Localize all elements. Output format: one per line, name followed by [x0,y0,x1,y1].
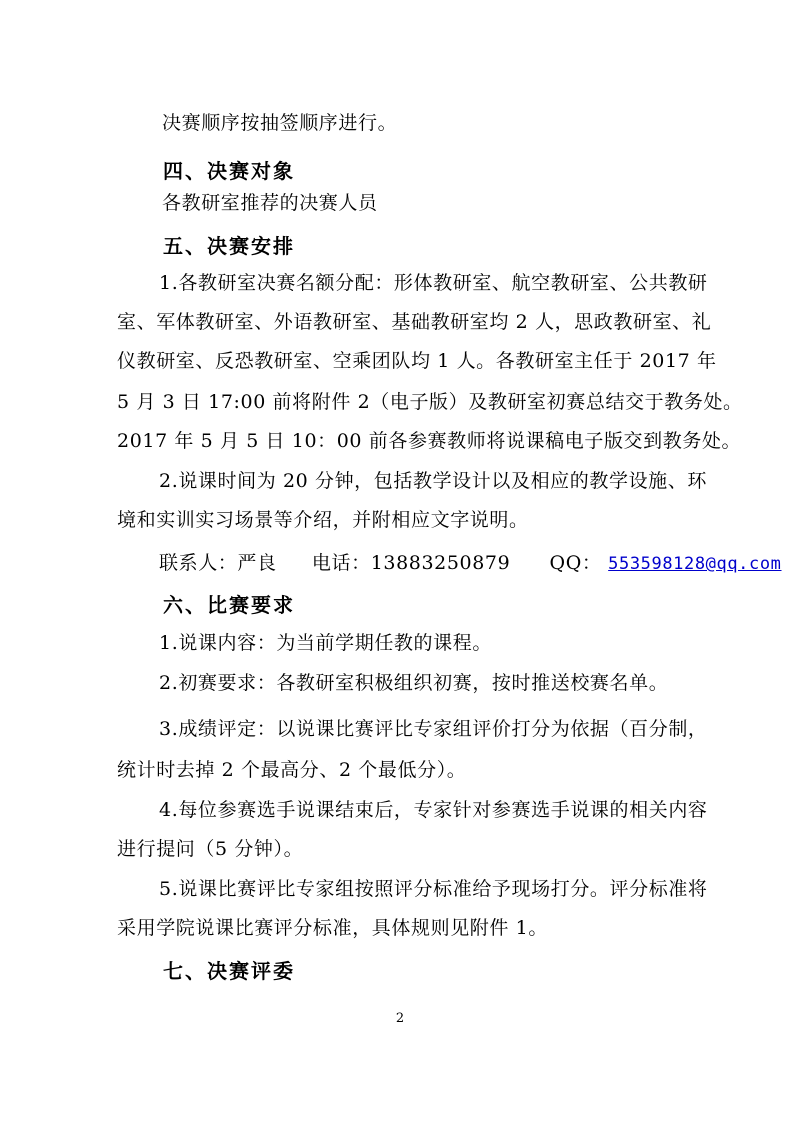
paragraph-quota-line-2: 室、军体教研室、外语教研室、基础教研室均 2 人，思政教研室、礼 [117,311,712,333]
page-number: 2 [395,1011,405,1026]
qq-email-link[interactable]: 553598128@qq.com [608,554,782,574]
paragraph-scoring-line-1: 3.成绩评定：以说课比赛评比专家组评价打分为依据（百分制， [159,718,708,740]
paragraph-duration-line-1: 2.说课时间为 20 分钟，包括教学设计以及相应的教学设施、环 [159,470,707,492]
paragraph-content-requirement: 1.说课内容：为当前学期任教的课程。 [159,632,492,654]
heading-section-4: 四、决赛对象 [163,159,295,183]
heading-section-7: 七、决赛评委 [163,959,295,983]
paragraph-quota-line-4: 5 月 3 日 17:00 前将附件 2（电子版）及教研室初赛总结交于教务处。 [117,391,743,413]
contact-line [159,550,782,577]
paragraph-scoring-line-2: 统计时去掉 2 个最高分、2 个最低分）。 [117,759,467,781]
paragraph-questions-line-1: 4.每位参赛选手说课结束后，专家针对参赛选手说课的相关内容 [159,799,708,821]
contact-phone: 电话：13883250879 [311,552,511,574]
heading-section-5: 五、决赛安排 [163,234,295,258]
contact-qq-label: QQ： [549,552,602,574]
paragraph-preliminary-requirement: 2.初赛要求：各教研室积极组织初赛，按时推送校赛名单。 [159,672,669,694]
paragraph-duration-line-2: 境和实训实习场景等介绍，并附相应文字说明。 [117,509,529,531]
heading-section-6: 六、比赛要求 [163,593,295,617]
paragraph-draw-order: 决赛顺序按抽签顺序进行。 [162,112,398,134]
paragraph-judging-line-1: 5.说课比赛评比专家组按照评分标准给予现场打分。评分标准将 [159,878,708,900]
paragraph-final-participants: 各教研室推荐的决赛人员 [162,192,378,214]
contact-person: 联系人：严良 [159,552,277,574]
paragraph-quota-line-3: 仪教研室、反恐教研室、空乘团队均 1 人。各教研室主任于 2017 年 [117,350,717,372]
paragraph-questions-line-2: 进行提问（5 分钟）。 [117,838,304,860]
paragraph-judging-line-2: 采用学院说课比赛评分标准，具体规则见附件 1。 [117,917,548,939]
paragraph-quota-line-1: 1.各教研室决赛名额分配：形体教研室、航空教研室、公共教研 [159,272,708,294]
paragraph-quota-line-5: 2017 年 5 月 5 日 10：00 前各参赛教师将说课稿电子版交到教务处。 [117,430,742,452]
